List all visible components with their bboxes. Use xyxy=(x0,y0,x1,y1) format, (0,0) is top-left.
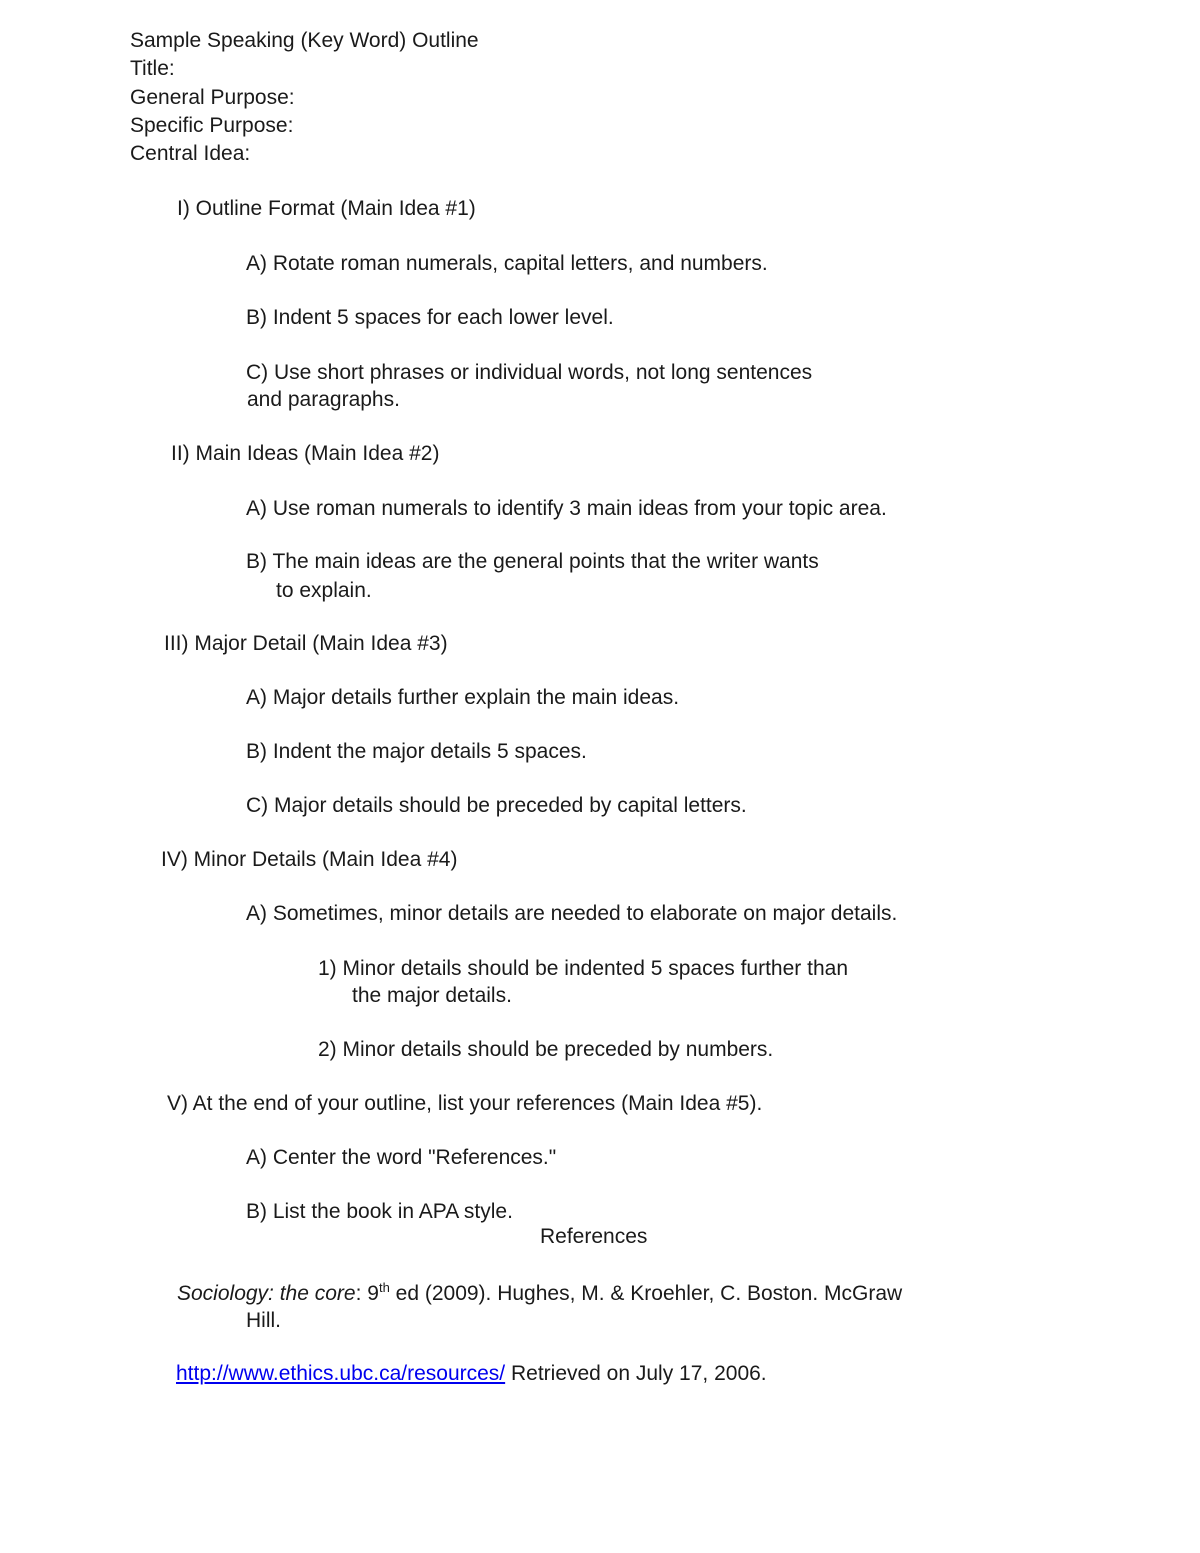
main-idea-4-point-a: A) Sometimes, minor details are needed to elaborate on major details. xyxy=(246,902,898,925)
main-idea-3-point-c: C) Major details should be preceded by capital letters. xyxy=(246,794,747,817)
book-citation-details: ed (2009). Hughes, M. & Kroehler, C. Boston. McGraw xyxy=(389,1282,903,1305)
specific-purpose-label: Specific Purpose: xyxy=(130,114,294,137)
references-heading: References xyxy=(540,1225,648,1248)
main-idea-2-point-b-line2: to explain. xyxy=(276,579,372,602)
web-reference xyxy=(176,1360,767,1387)
main-idea-1-point-c-line2: and paragraphs. xyxy=(247,388,400,411)
main-idea-3-heading: III) Major Detail (Main Idea #3) xyxy=(164,632,448,655)
main-idea-5-point-a: A) Center the word "References." xyxy=(246,1146,557,1169)
main-idea-4-heading: IV) Minor Details (Main Idea #4) xyxy=(161,848,458,871)
main-idea-4-subpoint-1-line2: the major details. xyxy=(352,984,512,1007)
reference-url-link[interactable]: http://www.ethics.ubc.ca/resources/ xyxy=(176,1362,506,1385)
main-idea-1-point-a: A) Rotate roman numerals, capital letters, and numbers. xyxy=(246,252,768,275)
main-idea-5-point-b: B) List the book in APA style. xyxy=(246,1200,513,1223)
retrieved-date: Retrieved on July 17, 2006. xyxy=(505,1362,767,1385)
main-idea-1-point-b: B) Indent 5 spaces for each lower level. xyxy=(246,306,614,329)
main-idea-3-point-b: B) Indent the major details 5 spaces. xyxy=(246,740,587,763)
book-title: Sociology: the core xyxy=(177,1282,356,1305)
main-idea-4-subpoint-1-line1: 1) Minor details should be indented 5 spaces further than xyxy=(318,957,848,980)
central-idea-label: Central Idea: xyxy=(130,142,251,165)
book-reference xyxy=(177,1280,902,1307)
main-idea-4-subpoint-2: 2) Minor details should be preceded by numbers. xyxy=(318,1038,774,1061)
main-idea-5-heading: V) At the end of your outline, list your references (Main Idea #5). xyxy=(167,1092,763,1115)
book-reference-continuation: Hill. xyxy=(246,1309,281,1332)
title-label: Title: xyxy=(130,57,175,80)
document-title: Sample Speaking (Key Word) Outline xyxy=(130,29,479,52)
book-edition-number: : 9 xyxy=(355,1282,379,1305)
book-edition-superscript: th xyxy=(378,1280,390,1295)
main-idea-3-point-a: A) Major details further explain the main ideas. xyxy=(246,686,680,709)
main-idea-2-point-a: A) Use roman numerals to identify 3 main ideas from your topic area. xyxy=(246,497,887,520)
main-idea-2-heading: II) Main Ideas (Main Idea #2) xyxy=(171,442,440,465)
main-idea-1-point-c-line1: C) Use short phrases or individual words, not long sentences xyxy=(246,361,813,384)
general-purpose-label: General Purpose: xyxy=(130,86,295,109)
main-idea-1-heading: I) Outline Format (Main Idea #1) xyxy=(177,197,476,220)
main-idea-2-point-b-line1: B) The main ideas are the general points that the writer wants xyxy=(246,550,819,573)
